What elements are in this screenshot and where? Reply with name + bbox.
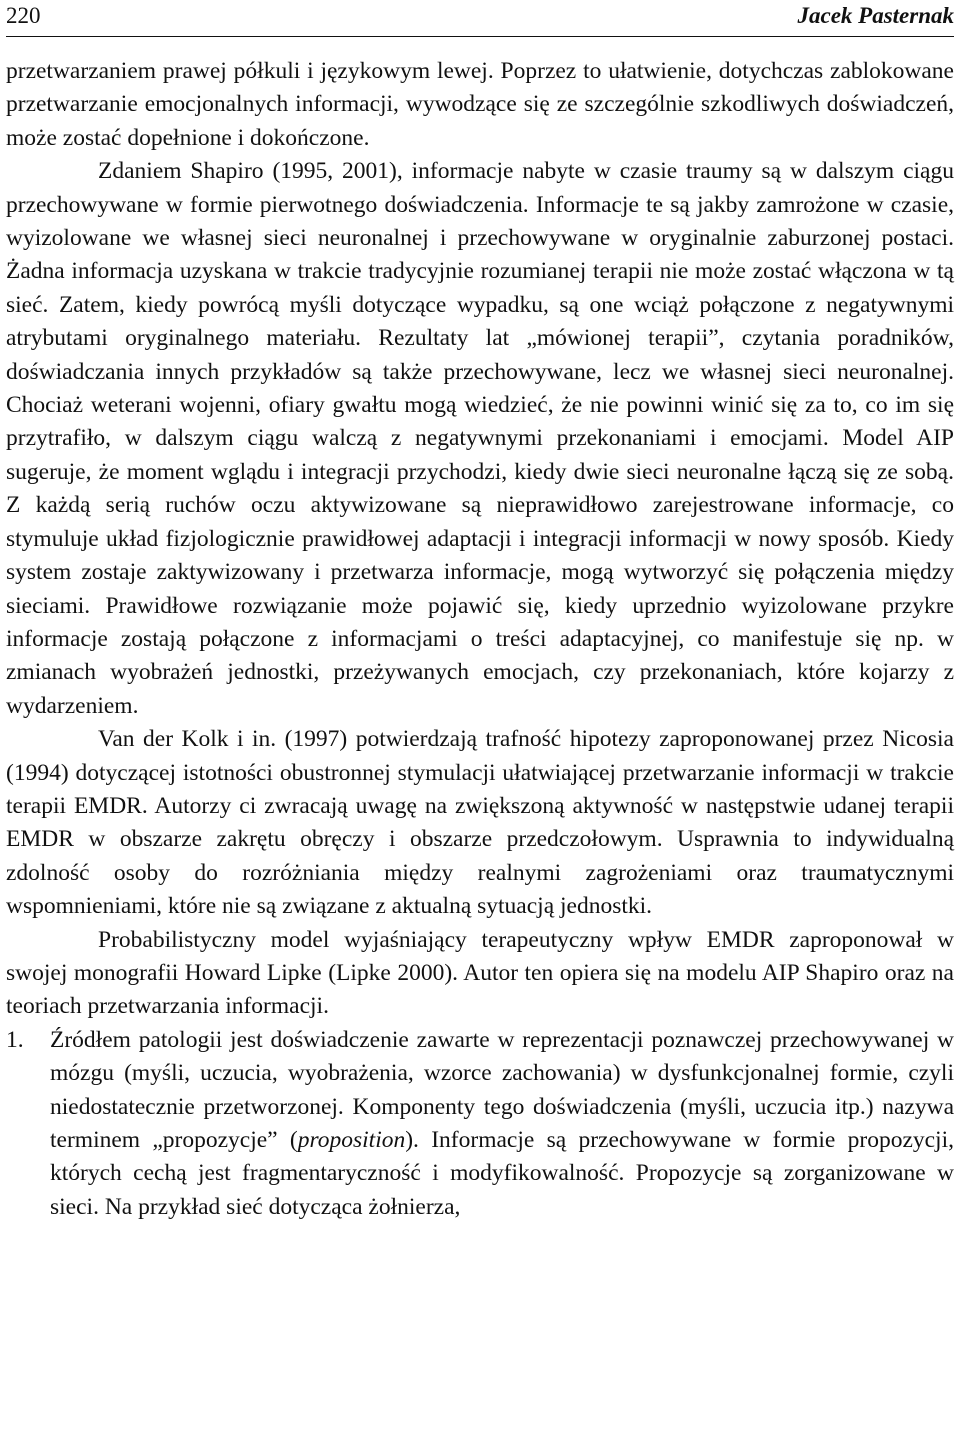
list-item: [6, 1024, 954, 1224]
list-item-text-part1: Źródłem patologii jest doświadczenie zawarte w reprezentacji poznawczej przechowywanej w mózgu (myśli, uczucia, wyobrażenia, wzorce zachowania) w dysfunkcjonalnej formie, czyli niedostatecznie przetworzonej. Komponenty tego doświadczenia (myśli, uczucia itp.) nazywa terminem „propozycje” (: [50, 1026, 954, 1153]
list-item-italic-term: proposition: [297, 1127, 406, 1153]
paragraph-1: przetwarzaniem prawej półkuli i językowym lewej. Poprzez to ułatwienie, dotychczas zablokowane przetwarzanie emocjonalnych informacji, wywodzące się ze szczególnie szkodliwych doświadczeń, może zostać dopełnione i dokończone.: [6, 58, 954, 151]
paragraph-3: Van der Kolk i in. (1997) potwierdzają trafność hipotezy zaproponowanej przez Nicosia (1994) dotyczącej istotności obustronnej stymulacji ułatwiającej przetwarzanie informacji w trakcie terapii EMDR. Autorzy ci zwracają uwagę na zwiększoną aktywność w następstwie udanej terapii EMDR w obszarze zakrętu obręczy i obszarze przedczołowym. Usprawnia to indywidualną zdolność osoby do rozróżniania między realnymi zagrożeniami oraz traumatycznymi wspomnieniami, które nie są związane z aktualną sytuacją jednostki.: [6, 726, 954, 920]
list-item-text: [50, 1024, 954, 1224]
paragraph-4: Probabilistyczny model wyjaśniający terapeutyczny wpływ EMDR zaproponował w swojej monografii Howard Lipke (Lipke 2000). Autor ten opiera się na modelu AIP Shapiro oraz na teoriach przetwarzania informacji.: [6, 926, 954, 1020]
running-head-author: Jacek Pasternak: [797, 3, 954, 28]
list-item-number: 1.: [6, 1026, 24, 1053]
body-text: [6, 55, 954, 1224]
page-number: 220: [6, 3, 41, 28]
list-item-text-part2: ). Informacje są przechowywane w formie propozycji, których cechą jest fragmentaryczność i modyfikowalność. Propozycje są zorganizowane w sieci. Na przykład sieć dotycząca żołnierza,: [50, 1127, 954, 1220]
running-head: [6, 0, 954, 37]
paragraph-2: Zdaniem Shapiro (1995, 2001), informacje nabyte w czasie traumy są w dalszym ciągu przechowywane w formie pierwotnego doświadczenia. Informacje te są jakby zamrożone w czasie, wyizolowane we własnej sieci neuronalnej i przechowywane w oryginalnie zaburzonej postaci. Żadna informacja uzyskana w trakcie tradycyjnie rozumianej terapii nie może zostać włączona w tą sieć. Zatem, kiedy powrócą myśli dotyczące wypadku, są one wciąż połączone z negatywnymi atrybutami oryginalnego materiału. Rezultaty lat „mówionej terapii”, czytania poradników, doświadczania innych przykładów są także przechowywane, lecz we własnej sieci neuronalnej. Chociaż weterani wojenni, ofiary gwałtu mogą wiedzieć, że nie powinni winić się za to, co im się przytrafiło, w dalszym ciągu walczą z negatywnymi przekonaniami i emocjami. Model AIP sugeruje, że moment wglądu i integracji przychodzi, kiedy dwie sieci neuronalne łączą się ze sobą. Z każdą serią ruchów oczu aktywizowane są nieprawidłowo zarejestrowane informacje, co stymuluje układ fizjologicznie prawidłowej adaptacji i integracji informacji w nowy sposób. Kiedy system zostaje zaktywizowany i przetwarza informacje, mogą wytworzyć się połączenia między sieciami. Prawidłowe rozwiązanie może pojawić się, kiedy uprzednio wyizolowane przykre informacje zostają połączone z informacjami o treści adaptacyjnej, co manifestuje się np. w zmianach wyobrażeń jednostki, przeżywanych emocjach, czy przekonaniach, które kojarzy z wydarzeniem.: [6, 158, 954, 719]
numbered-list: [6, 1024, 954, 1224]
